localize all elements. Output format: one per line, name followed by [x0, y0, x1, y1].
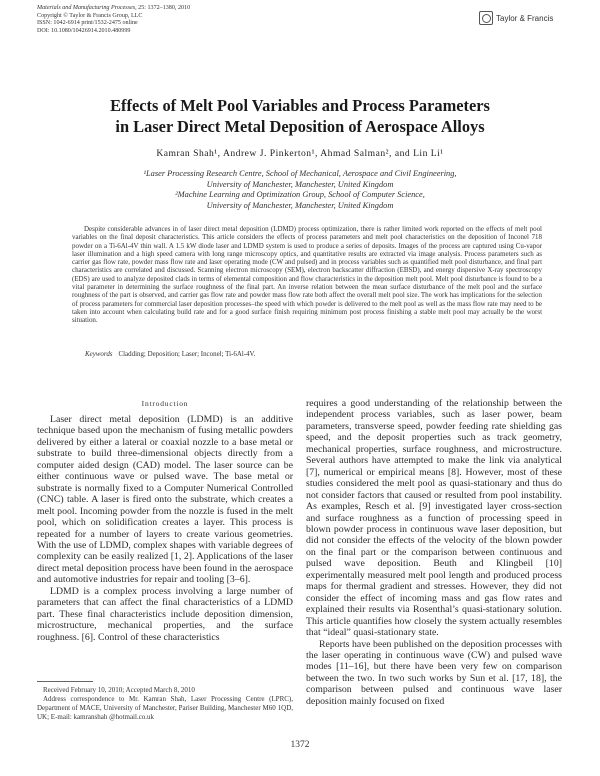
- publisher-name: Taylor & Francis: [496, 13, 554, 23]
- body-column-right: [306, 398, 562, 707]
- footnote-received: Received February 10, 2010; Accepted March 8, 2010: [43, 686, 195, 694]
- body-paragraph: requires a good understanding of the relationship between the independent process variables, such as laser power, beam parameters, transverse speed, powder feeding rate shielding gas speed, and the deposit properties such as track geometry, mechanical properties, surface roughness, and microstructure. Several authors have attempted to make the link via analytical [7], numerical or empirical means [8]. However, most of these studies considered the melt pool as quasi-stationary and thus do not consider factors that caused or resulted from pool instability. As examples, Resch et al. [9] investigated layer cross-section and surface roughness as a function of processing speed in blown powder process in continuous wave laser deposition, but did not consider the effects of the velocity of the blown powder on the final part or the comparison between continuous and pulsed wave deposition. Beuth and Klingbeil [10] experimentally measured melt pool length and produced process maps for thermal gradient and stresses. However, they did not consider the effect of incoming mass and gas flow rates and explained their results via Rosenthal’s quasi-stationary solution. This article quantifies how closely the system actually resembles that “ideal” quasi-stationary state.: [306, 398, 562, 639]
- section-heading-introduction: Introduction: [141, 399, 189, 408]
- footnote-correspondence: Address correspondence to Mr. Kamran Shah, Laser Processing Centre (LPRC), Department of MACE, University of Manchester, Pariser Building, Manchester M60 1QD, UK; E-mail: kamranshah @hotmail.co.uk: [37, 695, 293, 721]
- keywords: [85, 350, 255, 358]
- keywords-list: Cladding; Deposition; Laser; Inconel; Ti-6Al-4V.: [118, 350, 256, 358]
- affiliation-line: ¹Laser Processing Research Centre, School of Mechanical, Aerospace and Civil Engineering,: [143, 169, 457, 178]
- article-title: [0, 95, 600, 137]
- title-line-1: Effects of Melt Pool Variables and Process Parameters: [110, 96, 490, 115]
- title-line-2: in Laser Direct Metal Deposition of Aerospace Alloys: [115, 117, 485, 136]
- affiliation-line: ²Machine Learning and Optimization Group, School of Computer Science,: [175, 190, 425, 200]
- affiliation-line: University of Manchester, Manchester, United Kingdom: [206, 201, 394, 211]
- journal-name: Materials and Manufacturing Processes: [37, 5, 136, 11]
- affiliation-line: University of Manchester, Manchester, United Kingdom: [206, 179, 394, 189]
- abstract: [72, 225, 542, 325]
- body-paragraph: Reports have been published on the deposition processes with the laser operating in continuous wave (CW) and pulsed wave modes [11–16], but there have been very few on comparison between the two. In two such works by Sun et al. [17, 18], the comparison between pulsed and continuous wave laser deposition mainly focused on fixed: [306, 638, 562, 707]
- journal-citation: , 25: 1372–1380, 2010: [135, 5, 191, 11]
- keywords-label: Keywords: [85, 350, 113, 358]
- author-list: Kamran Shah¹, Andrew J. Pinkerton¹, Ahmad Salman², and Lin Li¹: [156, 148, 444, 159]
- affiliations: [0, 169, 600, 212]
- abstract-text: Despite considerable advances in of laser direct metal deposition (LDMD) process optimization, there is rather limited work reported on the effects of melt pool variables on the final deposit characteristics. This article considers the effects of process parameters and melt pool characteristics on the deposition of Inconel 718 powder on a Ti-6Al-4V thin wall. A 1.5 kW diode laser and LDMD system is used to produce a series of deposits. Images of the process are captured using Cu-vapor laser illumination and a high speed camera with long range microscopy optics, and quantitative results are extracted via image analysis. Process parameters such as carrier gas flow rate, powder mass flow rate and laser operating mode (CW and pulsed) and in process variables such as quantified melt pool disturbance, and final part characteristics are correlated and discussed. Scanning electron microscopy (SEM), electron backscatter diffraction (EBSD), and energy dispersive X-ray spectroscopy (EDS) are used to analyze deposited clads in terms of elemental composition and flow characteristics in the deposition melt pool. Melt pool disturbance is found to be a vital parameter in determining the surface roughness of the final part. An inverse relation between the mean surface disturbance of the melt pool and the surface roughness of the part is observed, and carrier gas flow rate and powder mass flow rate both affect the overall melt pool size. The work has implications for the selection of process parameters for commercial laser deposition processes–the speed with which powder is delivered to the melt pool as well as the mass flow rate may need to be taken into account when calculating build rate and for a good surface finish requiring minimum post process finishing a stable melt pool may actually be the worst situation.: [72, 225, 542, 325]
- footnote-divider: [37, 681, 93, 682]
- issn-line: ISSN: 1042-6914 print/1532-2475 online: [37, 20, 138, 27]
- page-number: 1372: [290, 740, 310, 750]
- publisher-logo-icon: [479, 11, 493, 25]
- body-paragraph: LDMD is a complex process involving a large number of parameters that can affect the final characteristics of a LDMD part. These final characteristics include deposition dimension, microstructure, mechanical properties, and the surface roughness. [6]. Control of these characteristics: [37, 585, 293, 643]
- copyright-line: Copyright © Taylor & Francis Group, LLC: [37, 12, 143, 19]
- journal-header: [37, 5, 190, 35]
- footnotes: [37, 686, 293, 722]
- body-paragraph: Laser direct metal deposition (LDMD) is an additive technique based upon the mechanism of fusing metallic powders delivered by either a lateral or coaxial nozzle to a base metal or substrate to build three-dimensional objects directly from a computer aided design (CAD) model. The laser source can be either continuous wave or pulsed wave. The base metal or substrate is normally fixed to a Computer Numerical Controlled (CNC) table. A laser is fired onto the substrate, which creates a melt pool. Incoming powder from the nozzle is fused in the melt pool, which on solidification creates a layer. This process is repeated for a number of layers to create various geometries. With the use of LDMD, complex shapes with variable degrees of complexity can be easily realized [1, 2]. Applications of the laser direct metal deposition process have been found in the aerospace and automotive industries for repair and tooling [3–6].: [37, 414, 293, 586]
- doi-line: DOI: 10.1080/10426914.2010.480999: [37, 27, 131, 34]
- body-column-left: [37, 414, 293, 643]
- publisher-logo: [479, 11, 553, 25]
